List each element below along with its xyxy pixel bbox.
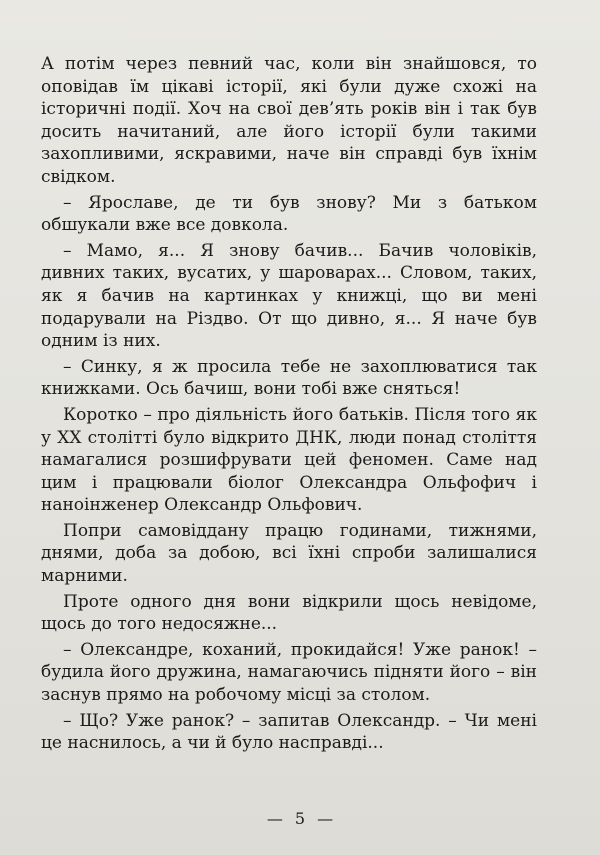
page-footer — [0, 809, 600, 828]
paragraph: Попри самовіддану працю годинами, тижнями, днями, доба за добою, всі їхні спроби залишалися марними. — [41, 520, 537, 587]
paragraph: – Олександре, коханий, прокидайся! Уже ранок! – будила його дружина, намагаючись підняти його – він заснув прямо на робочому місці за столом. — [41, 639, 537, 706]
page-number: 5 — [294, 809, 306, 828]
body-text — [41, 53, 537, 758]
paragraph: А потім через певний час, коли він знайшовся, то оповідав їм цікаві історії, які були дуже схожі на історичні події. Хоч на свої дев’ять років він і так був досить начитаний, але його історії були такими захопливими, яскравими, наче він справді був їхнім свідком. — [41, 54, 537, 187]
footer-right-dash: — — [317, 809, 334, 828]
paragraph: – Ярославе, де ти був знову? Ми з батьком обшукали вже все довкола. — [41, 192, 537, 236]
paragraph: Коротко – про діяльність його батьків. Після того як у ХХ столітті було відкрито ДНК, люди понад століття намагалися розшифрувати цей феномен. Саме над цим і працювали біолог Олександра Ольфофич і наноінженер Олександр Ольфович. — [41, 404, 537, 516]
footer-left-dash: — — [266, 809, 283, 828]
paragraph: – Синку, я ж просила тебе не захоплюватися так книжками. Ось бачиш, вони тобі вже сняться! — [41, 356, 537, 400]
paragraph: Проте одного дня вони відкрили щось невідоме, щось до того недосяжне... — [41, 591, 537, 635]
paragraph: – Що? Уже ранок? – запитав Олександр. – Чи мені це наснилось, а чи й було насправді... — [41, 710, 537, 754]
paragraph: – Мамо, я... Я знову бачив... Бачив чоловіків, дивних таких, вусатих, у шароварах... Словом, таких, як я бачив на картинках у книжці, що ви мені подарували на Різдво. От що дивно, я... Я наче був одним із них. — [41, 240, 537, 352]
